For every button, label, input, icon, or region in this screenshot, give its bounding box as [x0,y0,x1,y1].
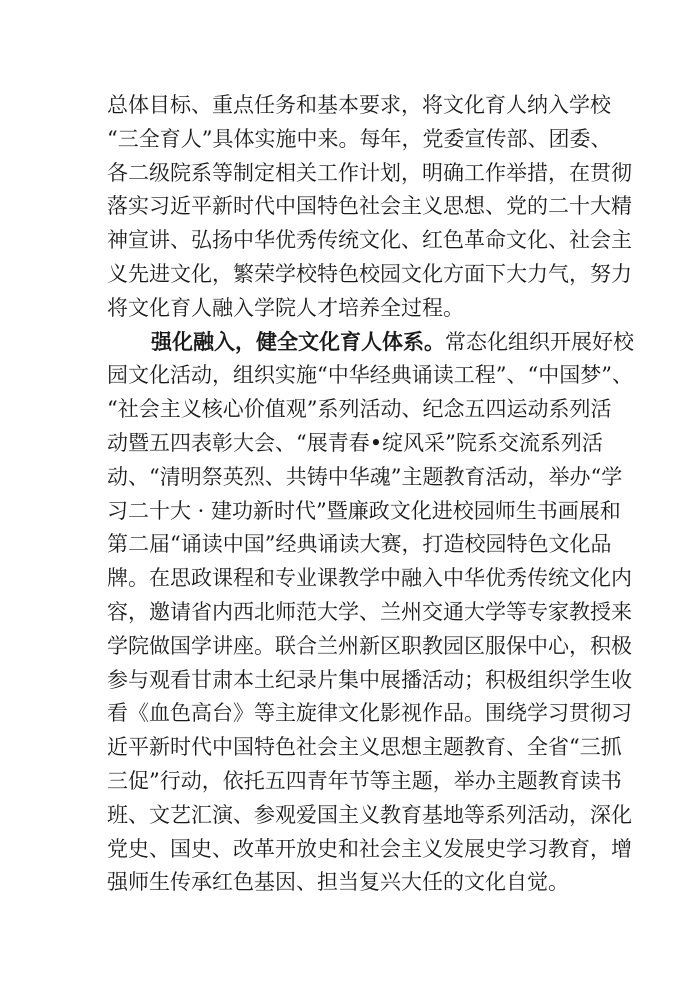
paragraph-text: 常态化组织开展好校 [445,329,634,354]
paragraph-line: 各二级院系等制定相关工作计划，明确工作举措，在贯彻 [107,160,632,185]
paragraph-line: 义先进文化，繁荣学校特色校园文化方面下大力气，努力 [107,262,632,286]
paragraph-lead-heading: 强化融入，健全文化育人体系。 [151,328,445,354]
paragraph-line: 动暨五四表彰大会、“展青春•绽风采”院系交流系列活 [107,431,603,455]
paragraph-line: 神宣讲、弘扬中华优秀传统文化、红色革命文化、社会主 [107,228,632,253]
paragraph-line: 第二届“诵读中国”经典诵读大赛，打造校园特色文化品 [107,532,612,557]
paragraph-first-line [151,327,634,357]
paragraph-line: 近平新时代中国特色社会主义思想主题教育、全省“三抓 [107,735,622,760]
paragraph-line: “三全育人”具体实施中来。每年，党委宣传部、团委、 [107,126,612,151]
paragraph-line: 强师生传承红色基因、担当复兴大任的文化自觉。 [107,870,569,895]
paragraph-line: 动、“清明祭英烈、共铸中华魂”主题教育活动，举办“学 [107,464,623,489]
paragraph-line: 党史、国史、改革开放史和社会主义发展史学习教育，增 [107,836,632,861]
paragraph-line: 总体目标、重点任务和基本要求，将文化育人纳入学校 [107,93,611,117]
paragraph-line: 看《血色高台》等主旋律文化影视作品。围绕学习贯彻习 [107,701,632,726]
paragraph-line: 习二十大 · 建功新时代”暨廉政文化进校园师生书画展和 [107,498,621,523]
paragraph-line: 将文化育人融入学院人才培养全过程。 [107,295,464,320]
paragraph-line: 牌。在思政课程和专业课教学中融入中华优秀传统文化内 [107,566,632,591]
paragraph-line: 学院做国学讲座。联合兰州新区职教园区服保中心，积极 [107,633,632,658]
paragraph-line: 容，邀请省内西北师范大学、兰州交通大学等专家教授来 [107,600,632,624]
paragraph-line: 三促”行动，依托五四青年节等主题，举办主题教育读书 [107,769,622,793]
paragraph-line: 参与观看甘肃本土纪录片集中展播活动；积极组织学生收 [107,667,632,692]
paragraph-line: 落实习近平新时代中国特色社会主义思想、党的二十大精 [107,194,632,219]
paragraph-line: “社会主义核心价值观”系列活动、纪念五四运动系列活 [107,397,612,422]
paragraph-line: 班、文艺汇演、参观爱国主义教育基地等系列活动，深化 [107,802,632,827]
paragraph-line: 园文化活动，组织实施“中华经典诵读工程”、“中国梦”、 [107,363,633,388]
